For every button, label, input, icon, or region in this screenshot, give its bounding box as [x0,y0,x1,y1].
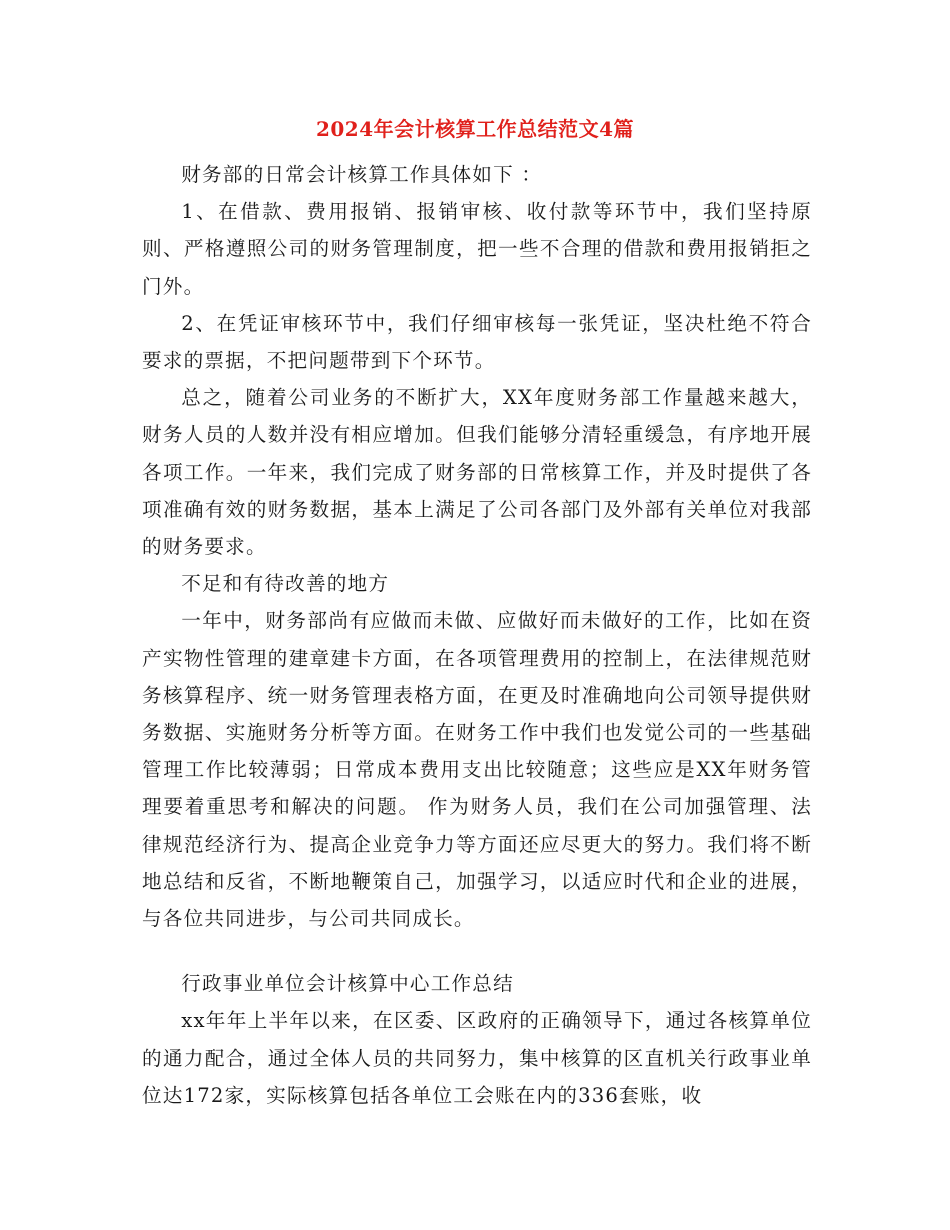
section2-paragraph-1: xx年年上半年以来，在区委、区政府的正确领导下，通过各核算单位的通力配合，通过全体人员的共同努力，集中核算的区直机关行政事业单位达172家，实际核算包括各单位工会账在内的336套账，收 [142,1009,812,1107]
shortcomings-paragraph: 一年中，财务部尚有应做而未做、应做好而未做好的工作，比如在资产实物性管理的建章建卡方面，在各项管理费用的控制上，在法律规范财务核算程序、统一财务管理表格方面，在更及时准确地向公司领导提供财务数据、实施财务分析等方面。在财务工作中我们也发觉公司的一些基础管理工作比较薄弱；日常成本费用支出比较随意；这些应是XX年财务管理要着重思考和解决的问题。 作为财务人员，我们在公司加强管理、法律规范经济行为、提高企业竞争力等方面还应尽更大的努力。我们将不断地总结和反省，不断地鞭策自己，加强学习，以适应时代和企业的进展，与各位共同进步，与公司共同成长。 [142,609,812,931]
section1-intro: 财务部的日常会计核算工作具体如下 ： [181,163,543,186]
section2-heading: 行政事业单位会计核算中心工作总结 [181,972,514,996]
shortcomings-heading: 不足和有待改善的地方 [181,572,390,596]
document-body [142,156,812,1114]
section-gap [142,937,812,965]
section1-item-1: 1、在借款、费用报销、报销审核、收付款等环节中，我们坚持原则、严格遵照公司的财务管理制度，把一些不合理的借款和费用报销拒之门外。 [142,200,812,298]
section1-summary: 总之，随着公司业务的不断扩大，XX年度财务部工作量越来越大，财务人员的人数并没有相应增加。但我们能够分清轻重缓急，有序地开展各项工作。一年来，我们完成了财务部的日常核算工作，并及时提供了各项准确有效的财务数据，基本上满足了公司各部门及外部有关单位对我部的财务要求。 [142,386,812,559]
section1-item-2: 2、在凭证审核环节中，我们仔细审核每一张凭证，坚决杜绝不符合要求的票据，不把问题带到下个环节。 [142,311,812,373]
document-title: 2024年会计核算工作总结范文4篇 [315,117,635,141]
